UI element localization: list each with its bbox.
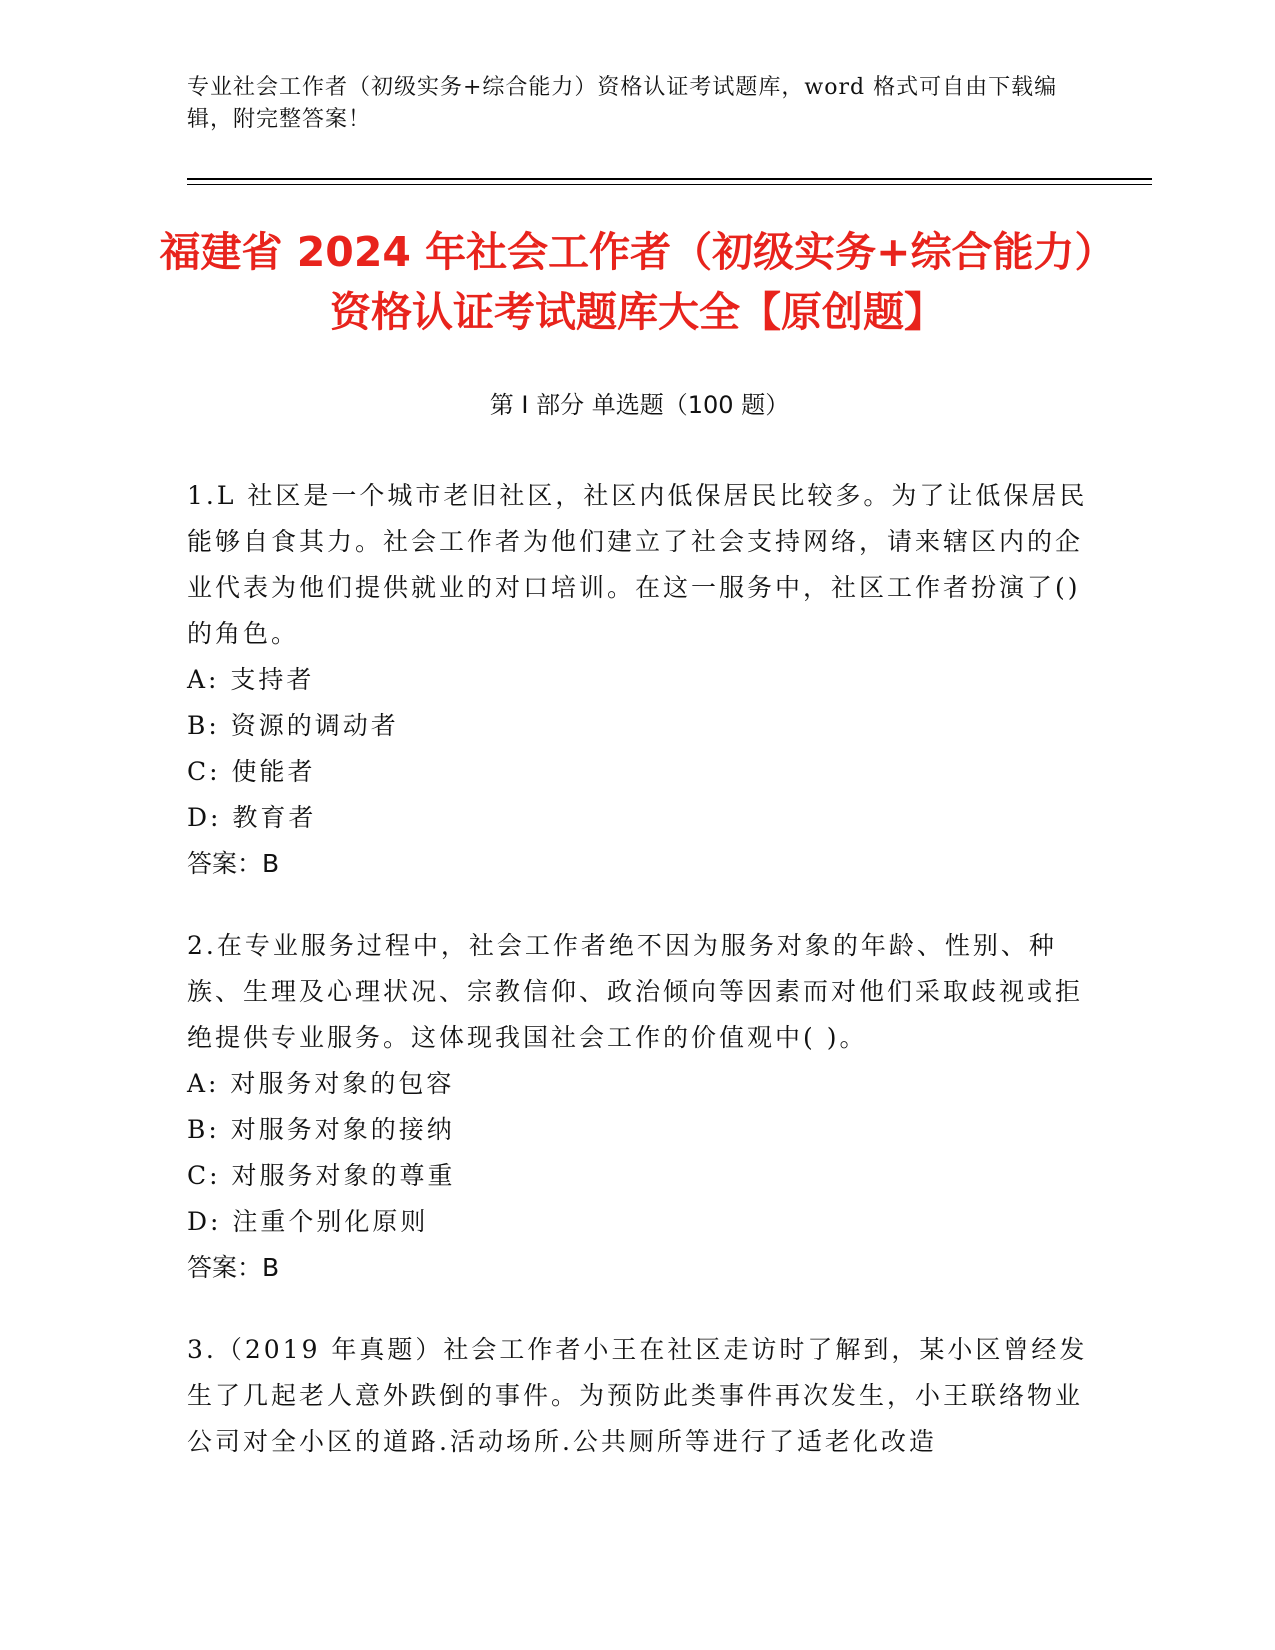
- question-2: [187, 923, 1092, 1291]
- option-d: D: 注重个别化原则: [187, 1207, 429, 1236]
- section-heading: 第 I 部分 单选题（100 题）: [489, 391, 790, 419]
- answer: 答案：B: [187, 1253, 280, 1282]
- header-rule-thick: [187, 178, 1152, 180]
- question-3: [187, 1327, 1092, 1465]
- option-b: B: 对服务对象的接纳: [187, 1115, 455, 1144]
- question-stem: 1.L 社区是一个城市老旧社区，社区内低保居民比较多。为了让低保居民能够自食其力。社会工作者为他们建立了社会支持网络，请来辖区内的企业代表为他们提供就业的对口培训。在这一服务中，社区工作者扮演了()的角色。: [187, 481, 1088, 648]
- answer: 答案：B: [187, 849, 280, 878]
- option-c: C: 对服务对象的尊重: [187, 1161, 456, 1190]
- option-d: D: 教育者: [187, 803, 317, 832]
- option-b: B: 资源的调动者: [187, 711, 399, 740]
- option-a: A: 对服务对象的包容: [187, 1069, 455, 1098]
- option-c: C: 使能者: [187, 757, 316, 786]
- header-rule-thin: [187, 184, 1152, 185]
- question-stem: 3.（2019 年真题）社会工作者小王在社区走访时了解到，某小区曾经发生了几起老人意外跌倒的事件。为预防此类事件再次发生，小王联络物业公司对全小区的道路.活动场所.公共厕所等进行了适老化改造: [187, 1335, 1088, 1456]
- question-stem: 2.在专业服务过程中，社会工作者绝不因为服务对象的年龄、性别、种族、生理及心理状况、宗教信仰、政治倾向等因素而对他们采取歧视或拒绝提供专业服务。这体现我国社会工作的价值观中( )。: [187, 931, 1084, 1052]
- option-a: A: 支持者: [187, 665, 315, 694]
- question-1: [187, 473, 1092, 887]
- header-note: 专业社会工作者（初级实务+综合能力）资格认证考试题库，word 格式可自由下载编辑，附完整答案！: [187, 75, 1058, 132]
- page-title: 福建省 2024 年社会工作者（初级实务+综合能力）资格认证考试题库大全【原创题】: [159, 228, 1116, 336]
- question-list: [187, 473, 1092, 1501]
